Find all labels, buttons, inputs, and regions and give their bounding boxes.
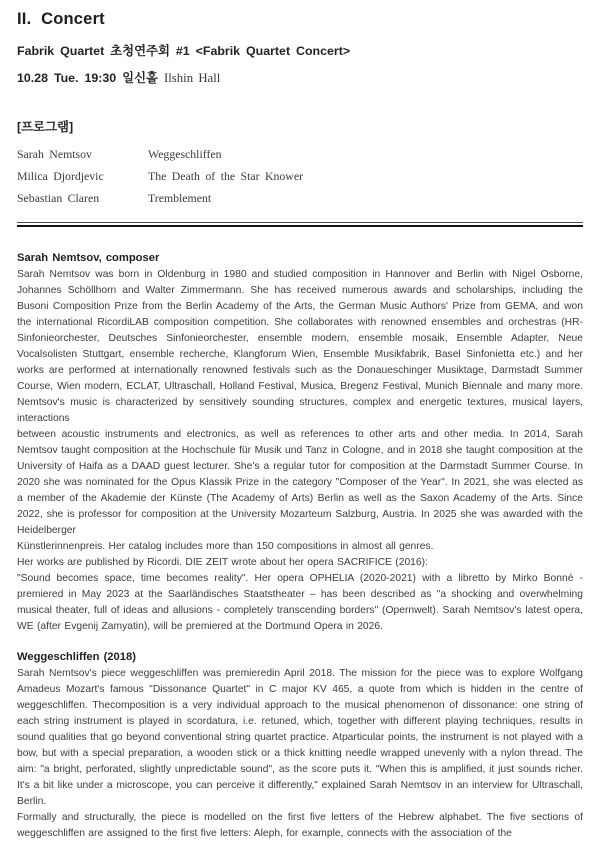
program-list <box>17 143 583 209</box>
bio-paragraph: Künstlerinnenpreis. Her catalog includes more than 150 compositions in almost all genres. <box>17 541 434 552</box>
concert-datetime-line <box>17 68 583 86</box>
bio-paragraph: Sarah Nemtsov was born in Oldenburg in 1980 and studied composition in Hannover and Berlin with Nigel Osborne, Johannes Schöllhorn and Walter Zimmermann. She has received numerous awards and scholarships, including the Busoni Composition Prize from the Berlin Academy of the Arts, the German Music Authors' Prize from GEMA, and won the international RicordiLAB composition competition. She collaborates with renowned ensembles and orchestras (HR-Sinfonieorchester, Deutsches Sinfonieorchester, ensemble modern, ensemble mosaik, Ensemble Adapter, Neue Vocalsolisten Stuttgart, ensemble recherche, Klangforum Wien, Ensemble Musikfabrik, Basel Sinfonietta etc.) and her works are performed at internationally renowned festivals such as the Donaueschinger Musiktage, Darmstadt Summer Course, Wien modern, ECLAT, Ultraschall, Holland Festival, Musica, Bregenz Festival, Munich Biennale and many more. Nemtsov's music is characterized by sensitively sounding structures, complex and energetic textures, musical layers, interactions <box>17 269 583 424</box>
note-paragraph: Formally and structurally, the piece is modelled on the first five letters of the Hebrew alphabet. The five sections of weggeschliffen are assigned to the first five letters: Aleph, for example, connects with the association of the <box>17 812 583 839</box>
section-divider <box>17 222 583 227</box>
piece-note-section <box>17 651 583 842</box>
concert-subtitle: Fabrik Quartet 초청연주회 #1 <Fabrik Quartet Concert> <box>17 44 351 58</box>
program-row <box>17 143 583 165</box>
venue-korean: 일신홀 <box>122 71 159 85</box>
composer-name: Sarah Nemtsov <box>17 147 92 161</box>
composer-bio-heading: Sarah Nemtsov, composer <box>17 252 160 264</box>
concert-datetime: 10.28 Tue. 19:30 <box>17 71 117 85</box>
composer-bio-section <box>17 252 583 635</box>
bio-paragraph: between acoustic instruments and electronics, as well as references to other arts and other media. In 2014, Sarah Nemtsov taught composition at the Hochschule für Musik und Tanz in Cologne, and in 2018 she taught composition at the University of Haifa as a DAAD guest lecturer. She's a regular tutor for composition at the Darmstadt Summer Course. In 2020 she was nominated for the Opus Klassik Prize in the category "Composer of the Year". In 2021, she was elected as a member of the Akademie der Künste (The Academy of Arts) Berlin as well as the Saxon Academy of the Arts. Since 2022, she is professor for composition at the University Mozarteum Salzburg, Austria. In 2025 she was awarded with the Heidelberger <box>17 429 583 536</box>
program-row <box>17 165 583 187</box>
note-paragraph: Sarah Nemtsov's piece weggeschliffen was premieredin April 2018. The mission for the piece was to explore Wolfgang Amadeus Mozart's famous "Dissonance Quartet" in C major KV 465, a quote from which is hidden in the centre of weggeschliffen. Thecomposition is a very individual approach to the musical phenomenon of dissonance: one string of each string instrument is played in scordatura, i.e. retuned, which, together with different playing techniques, results in sound qualities that go beyond conventional string quartet practice. Atparticular points, the instrument is not played with a bow, but with a special preparation, a wooden stick or a thick knitting needle wrapped unevenly with a nylon thread. The aim: "a bright, perforated, slightly unpredictable sound", as the score puts it. "When this is amplified, it just sounds richer. It's a bit like under a microscope, you can perceive it differently," explained Sarah Nemtsov in an interview for Ultraschall, Berlin. <box>17 668 583 807</box>
bio-paragraph: Her works are published by Ricordi. DIE ZEIT wrote about her opera SACRIFICE (2016): <box>17 557 428 568</box>
page-title: II. Concert <box>17 10 105 28</box>
venue-english: Ilshin Hall <box>163 71 221 85</box>
work-title: The Death of the Star Knower <box>148 169 303 183</box>
work-title: Tremblement <box>148 191 212 205</box>
piece-note-heading: Weggeschliffen (2018) <box>17 651 136 663</box>
work-title: Weggeschliffen <box>148 147 222 161</box>
composer-name: Milica Djordjevic <box>17 169 104 183</box>
program-section-label: [프로그램] <box>17 120 74 134</box>
program-row <box>17 187 583 209</box>
composer-name: Sebastian Claren <box>17 191 100 205</box>
bio-paragraph: "Sound becomes space, time becomes reality". Her opera OPHELIA (2020-2021) with a libretto by Mirko Bonné - premiered in May 2023 at the Saarländisches Staatstheater – has been described as "a shocking and overwhelming musical theater, full of ideas and allusions - completely transcending borders" (Opernwelt). Sarah Nemtsov's latest opera, WE (after Evgenij Zamyatin), will be premiered at the Dortmund Opera in 2026. <box>17 573 583 632</box>
